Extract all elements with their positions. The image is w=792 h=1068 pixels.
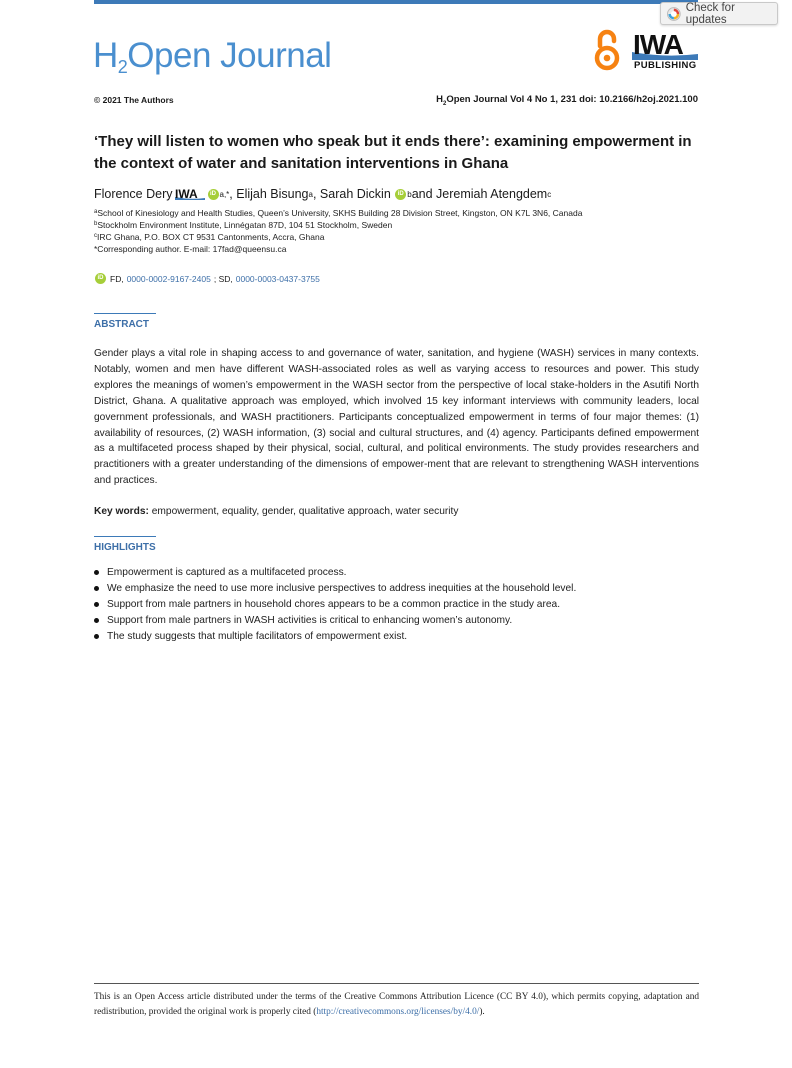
corresponding-author: *Corresponding author. E-mail: 17fad@queensu.ca	[94, 244, 287, 254]
list-item: Support from male partners in household chores appears to be a common practice in the study area.	[94, 597, 576, 613]
highlights-list	[94, 565, 576, 645]
crossmark-icon	[667, 7, 681, 21]
license-link[interactable]: http://creativecommons.org/licenses/by/4.0/	[316, 1007, 480, 1017]
section-rule	[94, 313, 156, 314]
list-item: We emphasize the need to use more inclusive perspectives to address inequities at the household level.	[94, 581, 576, 597]
author-name: and Jeremiah Atengdem	[411, 187, 548, 201]
open-access-icon	[594, 28, 620, 72]
footnote-rule	[94, 983, 699, 984]
orcid-icon[interactable]: iD	[208, 189, 219, 200]
orcid-icon: iD	[95, 273, 106, 284]
article-title: ‘They will listen to women who speak but it ends there’: examining empowerment in the context of water and sanitation interventions in Ghana	[94, 133, 692, 172]
orcid-link-fd[interactable]: 0000-0002-9167-2405	[126, 273, 211, 284]
orcid-icon[interactable]: iD	[395, 189, 406, 200]
section-rule	[94, 536, 156, 537]
affiliation: $^b$Stockholm Environment Institute, Linnégatan 87D, 104 51 Stockholm, Sweden	[94, 220, 393, 230]
list-item: The study suggests that multiple facilitators of empowerment exist.	[94, 629, 576, 645]
affiliation: $^c$IRC Ghana, P.O. BOX CT 9531 Cantonments, Accra, Ghana	[94, 232, 325, 242]
abstract-text: Gender plays a vital role in shaping access to and governance of water, sanitation, and hygiene (WASH) services in many contexts. Notably, women and men have different WASH-associated roles as well as varying access to resources and power. This study explores the meanings of women’s empowerment in the WASH sector from the perspective of local stake-holders in the Asutifi North District, Ghana. A qualitative approach was employed, which involved 15 key informant interviews with community leaders, local government professionals, and WASH practitioners. Participants conceptualized empowerment in terms of four major themes: (1) availability of resources, (2) WASH information, (3) social and cultural structures, and (4) agency. Participants defined empowerment as a multifaceted process shaped by their physical, social, cultural, and political environments. The study provides researchers and practitioners with a greater understanding of the dimensions of empower-ment that are relevant to strengthening WASH interventions and practices.	[94, 348, 699, 487]
check-for-updates-label: Check for updates	[685, 1, 735, 26]
author-name: , Sarah Dickin	[312, 187, 391, 201]
highlights-heading: HIGHLIGHTS	[94, 542, 156, 553]
check-for-updates-button[interactable]	[660, 2, 778, 25]
top-accent-bar	[94, 0, 698, 4]
author-name: , Elijah Bisung	[229, 187, 309, 201]
journal-logo: $H_2Open$ Journal	[93, 36, 332, 77]
citation: $H_2Open$ Journal Vol 4 No 1, 231 doi: 10.2166/h2oj.2021.100	[436, 94, 698, 107]
license-footnote: This is an Open Access article distributed under the terms of the Creative Commons Attribution Licence (CC BY 4.0), which permits copying, adaptation and redistribution, provided the original work is properly cited (http://creativecommons.org/licenses/by/4.0/).	[94, 992, 699, 1017]
publisher-label: PUBLISHING	[634, 60, 697, 71]
svg-text:IWA: IWA	[174, 188, 198, 200]
keywords: Key words: empowerment, equality, gender, qualitative approach, water security	[94, 506, 459, 517]
svg-text:IWA: IWA	[633, 30, 683, 60]
iwa-member-icon	[175, 188, 205, 200]
author-name: Florence Dery	[94, 187, 173, 201]
list-item: Empowerment is captured as a multifaceted process.	[94, 565, 576, 581]
affiliation: $^a$School of Kinesiology and Health Studies, Queen’s University, SKHS Building 28 Division Street, Kingston, ON K7L 3N6, Canada	[94, 208, 583, 218]
copyright: © 2021 The Authors	[94, 95, 174, 105]
orcid-link-sd[interactable]: 0000-0003-0437-3755	[235, 273, 320, 284]
abstract-heading: ABSTRACT	[94, 319, 149, 330]
iwa-logo	[632, 30, 698, 60]
list-item: Support from male partners in WASH activities is critical to enhancing women’s autonomy.	[94, 613, 576, 629]
author-list: Florence Dery IWA iD a,* , Elijah Bisung a , Sarah Dickin iD b and Jeremiah Atengdem c	[94, 187, 552, 201]
orcid-ids: iD FD, 0000-0002-9167-2405 ; SD, 0000-0003-0437-3755	[94, 273, 320, 284]
